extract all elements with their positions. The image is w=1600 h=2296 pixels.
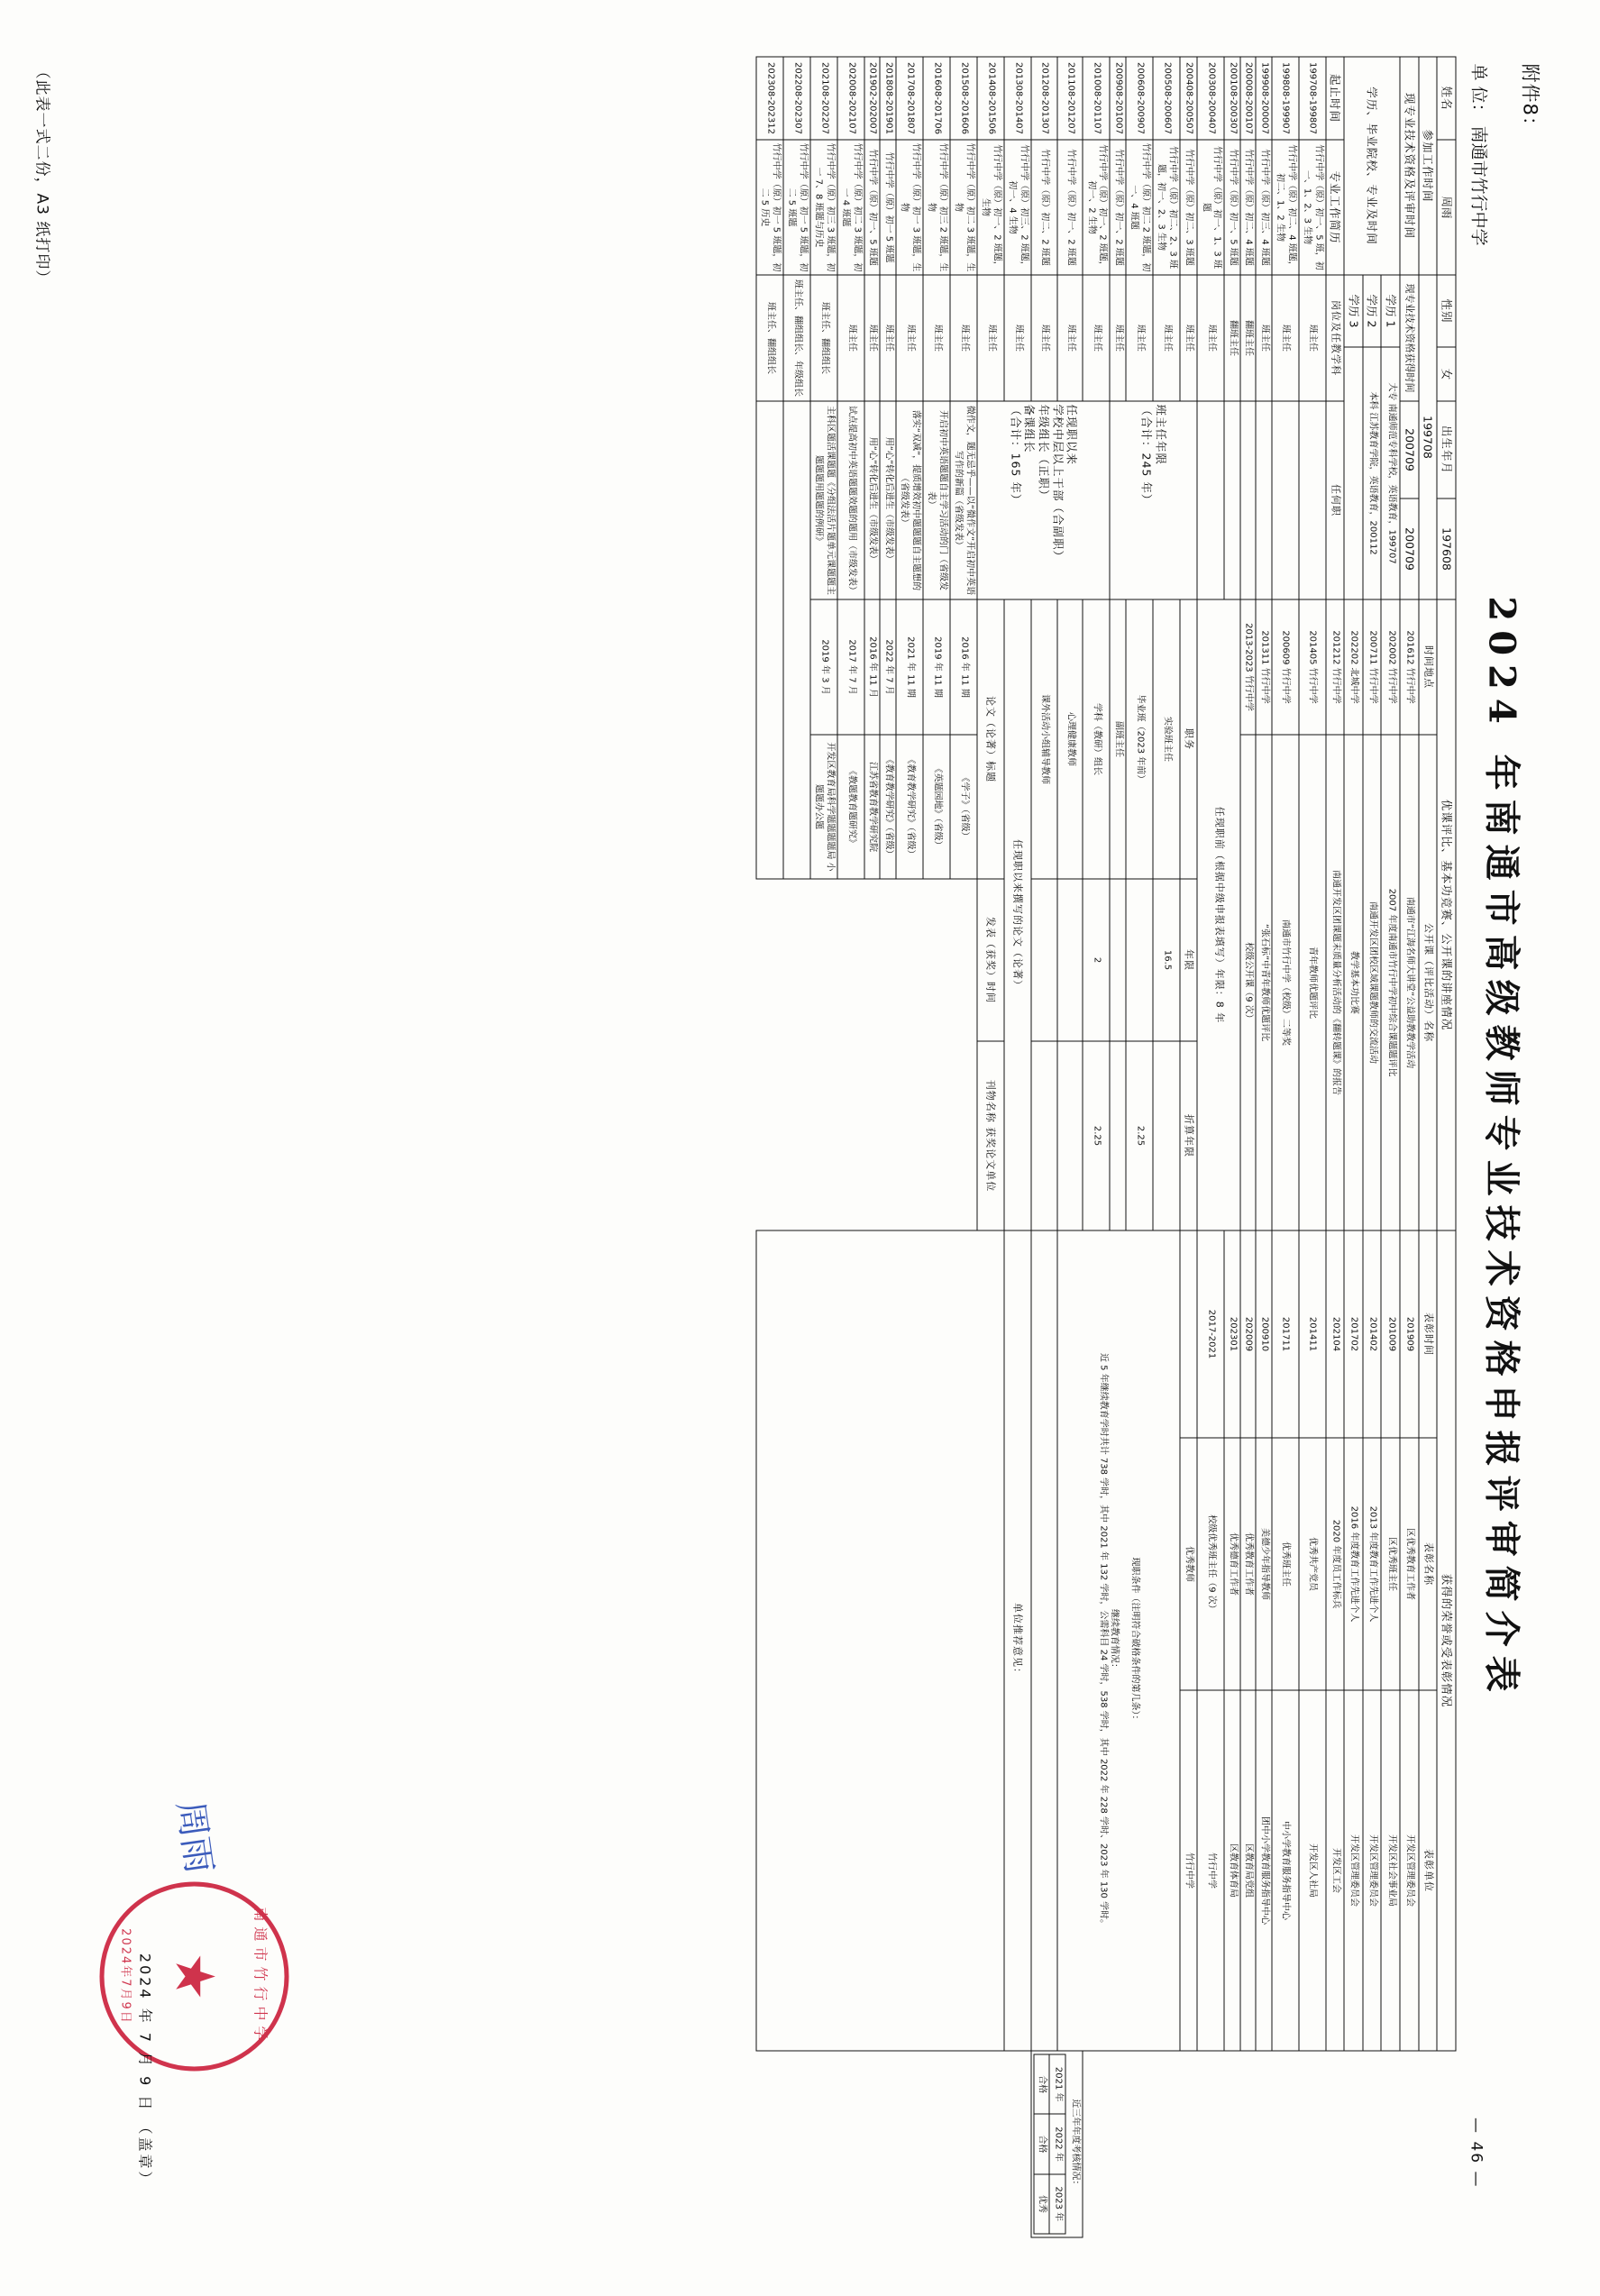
resume-1-extra — [1271, 401, 1298, 599]
resume-7-period: 200508-200607 — [1152, 57, 1179, 140]
award-row-0-name: 区优秀教育工作者 — [1400, 1438, 1419, 1690]
table-row — [1298, 57, 1325, 2237]
now-sub2: 年级组长（正职） — [1036, 404, 1050, 502]
now-total: （合计：165 年） — [1008, 404, 1022, 506]
paper-3-journal: 《教育教学研究》（省级） — [880, 735, 896, 879]
resume-22-period: 202208-202307 — [782, 57, 809, 140]
award-row-8-unit: 区教育局党组 — [1239, 1690, 1256, 2051]
annual-review-label: 近三年年度考核情况： — [1070, 2099, 1081, 2190]
award-row-1-name: 区优秀班主任 — [1381, 1438, 1400, 1690]
label-papers-section: 任现职以来撰写的论文（论著） — [1003, 599, 1030, 1230]
public-row-0-name: 南通市“江海名师大讲堂”公益助教教学活动 — [1400, 735, 1419, 1230]
resume-14-duty: 班主任 — [976, 275, 1003, 401]
resume-13-duty: 班主任 — [1003, 275, 1030, 401]
annual-year-0: 2021 年 — [1049, 2054, 1065, 2114]
resume-3-extra — [1239, 401, 1256, 599]
public-row-2-time: 200711 竹行中学 — [1362, 599, 1381, 735]
award-row-7-name: 美德少年指导教师 — [1256, 1438, 1272, 1690]
paper-0-title: 微作文，题无忌乎——以“微作文”开启初中英语写作的新篇（省级发表） — [949, 401, 976, 599]
annual-result-1: 合格 — [1033, 2114, 1049, 2173]
label-unit-recommendation: 单位推荐意见： — [1003, 1230, 1030, 2051]
award-row-1-unit: 开发区社会事业局 — [1381, 1690, 1400, 2051]
paper-1-journal: 《英题园地》（省级） — [922, 735, 949, 879]
value-current-major-date1: 200709 — [1400, 401, 1419, 499]
public-row-6-name: 南通市竹行中学（校级）二等奖 — [1271, 735, 1298, 1230]
table-row-basic-2 — [1418, 57, 1437, 2237]
public-row-2-name: 南通开发区团校区域课题教师的交流活动 — [1362, 735, 1381, 1230]
resume-19-post: 竹行中学（原）初一、5 班题 — [864, 140, 880, 275]
table-row — [1152, 57, 1179, 2237]
resume-4-period: 200108-200307 — [1224, 57, 1240, 140]
resume-11-post: 竹行中学（原）初一、2 班题 — [1056, 140, 1083, 275]
paper-3-time: 2022 年 7 月 — [880, 599, 896, 735]
annual-review-table — [1033, 2054, 1065, 2234]
resume-5-post: 竹行中学（原）初一、1、3 班题 — [1197, 140, 1224, 275]
resume-18-post: 竹行中学（原）初一 5 班题 — [880, 140, 896, 275]
label-work-start: 参加工作时间 — [1418, 57, 1437, 275]
teaching-now-0-post: 副班主任 — [1110, 599, 1126, 879]
award-row-9-time: 202301 — [1224, 1230, 1240, 1438]
resume-12-duty: 班主任 — [1030, 275, 1056, 401]
header-award-name: 表彰名称 — [1418, 1438, 1437, 1690]
teaching-before-1-post: 毕业班（2023 年前） — [1125, 599, 1152, 879]
paper-blank-2 — [755, 401, 782, 879]
header-award-time: 表彰时间 — [1418, 1230, 1437, 1438]
public-row-0-time: 201612 竹行中学 — [1400, 599, 1419, 735]
resume-16-duty: 班主任 — [922, 275, 949, 401]
resume-6-duty: 班主任 — [1179, 275, 1196, 401]
resume-7-duty: 班主任 — [1152, 275, 1179, 401]
resume-11-duty: 班主任 — [1056, 275, 1083, 401]
paper-3-title: 用“心”转化后进生（市级发表） — [880, 401, 896, 599]
award-row-6-name: 优秀班主任 — [1271, 1438, 1298, 1690]
award-row-2-time: 201402 — [1362, 1230, 1381, 1438]
resume-5-extra — [1197, 401, 1224, 599]
resume-2-post: 竹行中学（原）初三、4 班题 — [1256, 140, 1272, 275]
award-row-0-unit: 开发区管理委员会 — [1400, 1690, 1419, 2051]
resume-5-duty: 班主任 — [1197, 275, 1224, 401]
header-paper-journal: 刊物名称 获奖论文单位 — [976, 1041, 1003, 1230]
resume-9-post: 竹行中学（原）初一、2 班题 — [1110, 140, 1126, 275]
table-row — [1003, 57, 1030, 2237]
paper-6-title: 主科区题活课题题《分组法活片题单元课题题主题题题用题题的例研》 — [809, 401, 837, 599]
now-label: 任现职以来 — [1065, 404, 1079, 465]
resume-10-post: 竹行中学（原）初一、2 班题，初一、2 生物 — [1083, 140, 1110, 275]
award-row-7-time: 200910 — [1256, 1230, 1272, 1438]
header-teaching-post: 职务 — [1179, 599, 1196, 879]
resume-20-duty: 班主任 — [837, 275, 864, 401]
table-row-edu-2 — [1362, 57, 1381, 2237]
label-education: 学历、毕业院校、专业及时间 — [1344, 57, 1400, 275]
teaching-before-1-conv: 2.25 — [1125, 1041, 1152, 1230]
header-public-time-place: 时间地点 — [1418, 599, 1437, 735]
resume-4-post: 竹行中学（原）初一、5 班题 — [1224, 140, 1240, 275]
resume-14-post: 竹行中学（原）初一、2 班题，生物 — [976, 140, 1003, 275]
paper-4-title: 用“心”转化后进生（市级发表） — [864, 401, 880, 599]
resume-19-period: 201902-202007 — [864, 57, 880, 140]
official-seal — [99, 1881, 288, 2071]
label-birth: 出生年月 — [1437, 401, 1456, 499]
table-row-edu-3 — [1344, 57, 1363, 2237]
table-row — [1224, 57, 1240, 2237]
label-name: 姓名 — [1437, 57, 1456, 140]
public-row-7-name: “张石标”中青年教师优题评比 — [1256, 735, 1272, 1230]
resume-19-duty: 班主任 — [864, 275, 880, 401]
teaching-now-3-years — [1030, 879, 1056, 1041]
class-teacher-label: 班主任年限 — [1153, 404, 1167, 465]
award-row-10-unit: 竹行中学 — [1197, 1690, 1224, 2051]
annual-result-0: 合格 — [1033, 2054, 1049, 2114]
resume-13-post: 竹行中学（原）初三、2 班题，初一、4 生物 — [1003, 140, 1030, 275]
public-row-7-time: 201311 竹行中学 — [1256, 599, 1272, 735]
award-row-10-time: 2017-2021 — [1197, 1230, 1224, 1438]
public-row-1-time: 202002 竹行中学 — [1381, 599, 1400, 735]
label-public-class-section: 优课评比、基本功竞赛、公开课的讲座情况 — [1437, 599, 1456, 1230]
annual-result-2: 优秀 — [1033, 2173, 1049, 2233]
signature: 周雨 — [168, 1797, 220, 1876]
award-row-11-unit: 竹行中学 — [1179, 1690, 1196, 2051]
now-sub1: 学校中层以上干部（合副职） — [1050, 404, 1065, 563]
table-row — [1256, 57, 1272, 2237]
resume-10-duty: 班主任 — [1083, 275, 1110, 401]
value-gender: 女 — [1437, 347, 1456, 401]
award-row-9-unit: 区教育体育局 — [1224, 1690, 1240, 2051]
stamp-date: 2024 年 7 月 9 日 （盖章） — [136, 1953, 153, 2188]
award-row-11-name: 优秀教师 — [1179, 1438, 1196, 1690]
label-current-major: 现专业技术资格及评审时间 — [1400, 57, 1419, 275]
annual-review-years-row — [1049, 2054, 1065, 2234]
public-row-4-name: 南通开发区团课题末质量分析活动的《翻转题课》的报告 — [1325, 735, 1344, 1230]
resume-12-post: 竹行中学（原）初二、2 班题 — [1030, 140, 1056, 275]
award-row-3-name: 2016 年度教育工作先进个人 — [1344, 1438, 1363, 1690]
resume-17-duty: 班主任 — [895, 275, 922, 401]
award-row-10-name: 校级优秀班主任（9 次） — [1197, 1438, 1224, 1690]
resume-1-duty: 班主任 — [1271, 275, 1298, 401]
resume-0-post: 竹行中学（原）初一、5 班，初一、1、2、3 生物 — [1298, 140, 1325, 275]
header-resume-title: 专业工作简历 — [1325, 140, 1344, 275]
resume-8-duty: 班主任 — [1125, 275, 1152, 401]
paper-6-time: 2019 年 3 月 — [809, 599, 837, 735]
resume-14-period: 201408-201506 — [976, 57, 1003, 140]
resume-15-post: 竹行中学（原）初二 3 班题，生物 — [949, 140, 976, 275]
resume-8-post: 竹行中学（原）初二 2 班题，初一、4 班题 — [1125, 140, 1152, 275]
resume-15-duty: 班主任 — [949, 275, 976, 401]
teaching-before-0-conv — [1152, 1041, 1179, 1230]
resume-7-post: 竹行中学（原）初二、2、3 班题，初一、2、3 生物 — [1152, 140, 1179, 275]
edu-1-value: 大专 南通师范专科学校，英语教育，199707 — [1381, 347, 1400, 599]
public-row-8-time: 2013-2023 竹行中学 — [1239, 599, 1256, 735]
continuing-edu-title: 继续教育情况： — [1109, 1608, 1120, 1672]
award-row-2-unit: 开发区管理委员会 — [1362, 1690, 1381, 2051]
value-work-start: 199708 — [1418, 275, 1437, 599]
paper-1-time: 2019 年 11 期 — [922, 599, 949, 735]
resume-1-post: 竹行中学（原）初二、4 班题，初二、1、2 生物 — [1271, 140, 1298, 275]
award-row-3-time: 201702 — [1344, 1230, 1363, 1438]
public-row-5-time: 201405 竹行中学 — [1298, 599, 1325, 735]
now-sub3: 备课组长 — [1022, 404, 1037, 453]
resume-11-period: 201108-201207 — [1056, 57, 1083, 140]
unit-value: 南通市竹行中学 — [1468, 125, 1488, 246]
award-row-6-unit: 中小学教育服务指导中心 — [1271, 1690, 1298, 2051]
resume-13-period: 201308-201407 — [1003, 57, 1030, 140]
resume-18-period: 201808-201901 — [880, 57, 896, 140]
resume-18-duty: 班主任 — [880, 275, 896, 401]
resume-23-post: 竹行中学（原）初一 5 班题，初二 5 历史 — [755, 140, 782, 275]
paper-5-time: 2017 年 7 月 — [837, 599, 864, 735]
resume-10-period: 201008-201107 — [1083, 57, 1110, 140]
resume-17-post: 竹行中学（原）初一 3 班题，生物 — [895, 140, 922, 275]
edu-3-key: 学历 3 — [1344, 275, 1363, 347]
edu-1-key: 学历 1 — [1381, 275, 1400, 347]
label-now-in-post — [976, 401, 1110, 599]
seal-top-text: 南通市竹行中学 — [251, 1906, 269, 2045]
value-birth: 197608 — [1437, 499, 1456, 599]
resume-16-period: 201608-201706 — [922, 57, 949, 140]
header-teaching-converted: 折算年限 — [1179, 1041, 1196, 1230]
award-row-8-name: 优秀教育工作者 — [1239, 1438, 1256, 1690]
resume-0-extra — [1298, 401, 1325, 599]
resume-21-period: 202108-202207 — [809, 57, 837, 140]
table-row — [1030, 57, 1056, 2237]
seal-star-icon: ★ — [162, 1952, 225, 2000]
paper-5-journal: 《教题教育题研究》 — [837, 735, 864, 879]
resume-21-duty: 班主任、翻组组长 — [809, 275, 837, 401]
resume-20-post: 竹行中学（原）初二 3 班题，初一 4 班题 — [837, 140, 864, 275]
award-row-11-time — [1179, 1230, 1196, 1438]
paper-6-journal: 开发区教育局科学题题题题局 小题题办公题 — [809, 735, 837, 879]
label-teaching-before: 任现职前（根据中级申报表填写）年限：8 年 — [1197, 599, 1240, 1230]
resume-22-duty: 班主任、翻组组长、年级组长 — [782, 275, 809, 401]
table-row-basic-3 — [1400, 57, 1419, 2237]
edu-2-value: 本科 江苏教育学院，英语教育，200112 — [1362, 347, 1381, 599]
resume-22-post: 竹行中学（原）初一 5 班题，初二 5 班题 — [782, 140, 809, 275]
unit-line — [1467, 63, 1492, 245]
resume-16-post: 竹行中学（原）初三 2 班题，生物 — [922, 140, 949, 275]
header-resume-period: 起止时间 — [1325, 57, 1344, 140]
award-row-5-name: 优秀共产党员 — [1298, 1438, 1325, 1690]
value-name: 周雨 — [1437, 140, 1456, 275]
teaching-now-1-conv: 2.25 — [1083, 1041, 1110, 1230]
paper-4-journal: 江苏省教育教学研究院 — [864, 735, 880, 879]
award-row-1-time: 201009 — [1381, 1230, 1400, 1438]
qualification-label: 现职条件（注明符合破格条件的第几条）： — [1129, 1557, 1139, 1724]
public-row-4-time: 201212 竹行中学 — [1325, 599, 1344, 735]
label-class-teacher-years — [1110, 401, 1197, 599]
paper-0-time: 2016 年 11 期 — [949, 599, 976, 735]
header-paper-time: 发表（获奖）时间 — [976, 879, 1003, 1041]
recommendation-blank — [755, 1230, 1003, 2051]
teaching-now-0-conv — [1110, 1041, 1126, 1230]
paper-2-journal: 《教育教学研究》（省级） — [895, 735, 922, 879]
resume-9-period: 200908-201007 — [1110, 57, 1126, 140]
teaching-now-3-conv — [1030, 1041, 1056, 1230]
resume-4-duty: 翻班主任 — [1224, 275, 1240, 401]
resume-9-duty: 班主任 — [1110, 275, 1126, 401]
resume-2-duty: 班主任 — [1256, 275, 1272, 401]
resume-5-period: 200308-200407 — [1197, 57, 1224, 140]
footnote: （此表一式二份，A3 纸打印） — [32, 63, 50, 286]
table-row — [1271, 57, 1298, 2237]
teaching-before-1-years — [1125, 879, 1152, 1041]
award-row-9-name: 优秀德育工作者 — [1224, 1438, 1240, 1690]
edu-3-value — [1344, 347, 1363, 599]
annual-review-block — [1030, 2051, 1083, 2237]
public-row-6-time: 200609 竹行中学 — [1271, 599, 1298, 735]
teaching-before-0-post: 实验班主任 — [1152, 599, 1179, 879]
award-row-5-unit: 开发区人社局 — [1298, 1690, 1325, 2051]
resume-4-extra — [1224, 401, 1240, 599]
award-row-2-name: 2013 年度教育工作先进个人 — [1362, 1438, 1381, 1690]
teaching-now-3-post: 课外活动小组辅导教师 — [1030, 599, 1056, 879]
award-row-7-unit: 团中小学教育服务指导中心 — [1256, 1690, 1272, 2051]
qualification-block — [1056, 1230, 1179, 2051]
table-row-edu-1 — [1381, 57, 1400, 2237]
paper-2-title: 落实“双减”，提质增效初中题题题自主题想的（省级发表） — [895, 401, 922, 599]
award-row-4-time: 202104 — [1325, 1230, 1344, 1438]
resume-23-duty: 班主任、翻组组长 — [755, 275, 782, 401]
award-row-0-time: 201909 — [1400, 1230, 1419, 1438]
header-public-name: 公开课（评比活动）名称 — [1418, 735, 1437, 1230]
teaching-now-2-post: 心理健康教师 — [1056, 599, 1083, 879]
award-row-5-time: 201411 — [1298, 1230, 1325, 1438]
paper-4-time: 2016 年 11 月 — [864, 599, 880, 735]
edu-2-key: 学历 2 — [1362, 275, 1381, 347]
paper-2-time: 2021 年 11 期 — [895, 599, 922, 735]
public-row-1-name: 2007 年度南通市竹行中学初中综合课题题评比 — [1381, 735, 1400, 1230]
resume-17-period: 201708-201807 — [895, 57, 922, 140]
teaching-now-1-post: 学科（教研）组长 — [1083, 599, 1110, 879]
resume-6-period: 200408-200507 — [1179, 57, 1196, 140]
award-row-6-time: 201711 — [1271, 1230, 1298, 1438]
annual-review-results-row — [1033, 2054, 1049, 2234]
table-row — [1239, 57, 1256, 2237]
table-row — [976, 57, 1003, 2237]
value-current-major-date2: 200709 — [1400, 499, 1419, 599]
label-awards-section: 获得的荣誉或受表彰情况 — [1437, 1230, 1456, 2051]
class-teacher-total: （合计：245 年） — [1139, 404, 1154, 506]
resume-6-post: 竹行中学（原）初二、3 班题 — [1179, 140, 1196, 275]
header-teaching-years: 年限 — [1179, 879, 1196, 1041]
page-number: — 46 — — [1467, 2117, 1485, 2188]
resume-12-period: 201208-201307 — [1030, 57, 1056, 140]
award-row-4-name: 2020 年度员工作标兵 — [1325, 1438, 1344, 1690]
header-paper-title: 论文（论著）标题 — [976, 599, 1003, 879]
paper-5-title: 试点提高初中英语题题效题的题用（市级发表） — [837, 401, 864, 599]
resume-2-period: 199908-200007 — [1256, 57, 1272, 140]
teaching-before-0-years: 16.5 — [1152, 879, 1179, 1041]
award-row-3-unit: 开发区管理委员会 — [1344, 1690, 1363, 2051]
table-row — [1179, 57, 1196, 2237]
table-row-resume-header — [1325, 57, 1344, 2237]
header-resume-duty: 任何职 — [1325, 401, 1344, 599]
main-table — [755, 56, 1456, 2237]
resume-23-period: 202308-202312 — [755, 57, 782, 140]
award-row-8-time: 202009 — [1239, 1230, 1256, 1438]
paper-1-title: 开启初中英语题题自主学习活动的门（省级发表） — [922, 401, 949, 599]
public-row-5-name: 青年教师优题评比 — [1298, 735, 1325, 1230]
resume-8-period: 200608-200907 — [1125, 57, 1152, 140]
resume-2-extra — [1256, 401, 1272, 599]
annual-year-2: 2023 年 — [1049, 2173, 1065, 2233]
award-row-4-unit: 开发区工会 — [1325, 1690, 1344, 2051]
unit-label: 单 位： — [1468, 63, 1488, 121]
resume-20-period: 202008-202107 — [837, 57, 864, 140]
teaching-now-2-years — [1056, 879, 1083, 1041]
table-row-basic-1 — [1437, 57, 1456, 2237]
continuing-edu-text: 近 5 年继续教育学时共计 738 学时，其中 2021 年 132 学时，公需科目 24 学时，538 学时，其中 2022 年 228 学时、2023 年 130 学时。 — [1097, 1352, 1108, 1928]
header-award-unit: 表彰单位 — [1418, 1690, 1437, 2051]
header-resume-post: 岗位及任教学科 — [1325, 275, 1344, 401]
teaching-now-1-years: 2 — [1083, 879, 1110, 1041]
label-gender: 性别 — [1437, 275, 1456, 347]
teaching-now-0-years — [1110, 879, 1126, 1041]
annual-year-1: 2022 年 — [1049, 2114, 1065, 2173]
resume-3-period: 200008-200107 — [1239, 57, 1256, 140]
resume-0-duty: 班主任 — [1298, 275, 1325, 401]
page-title: 2024 年南通市高级教师专业技术资格申报评审简介表 — [1480, 595, 1522, 1701]
resume-3-post: 竹行中学（原）初二、4 班题 — [1239, 140, 1256, 275]
resume-3-duty: 翻班主任 — [1239, 275, 1256, 401]
resume-0-period: 199708-199807 — [1298, 57, 1325, 140]
public-row-3-name: 教学基本功比赛 — [1344, 735, 1363, 1230]
resume-1-period: 199808-199907 — [1271, 57, 1298, 140]
public-row-8-name: 校级公开课（9 次） — [1239, 735, 1256, 1230]
resume-21-post: 竹行中学（原）初三 3 班题，初一 7、8 班题与历史 — [809, 140, 837, 275]
seal-bottom-text: 2024年7月9日 — [118, 1927, 132, 2025]
public-row-3-time: 202202 北城中学 — [1344, 599, 1363, 735]
attachment-label: 附件8： — [1519, 63, 1541, 136]
value-current-major: 现专业技术资格获得时间 — [1400, 275, 1419, 401]
teaching-now-2-conv — [1056, 1041, 1083, 1230]
paper-blank-1 — [782, 401, 809, 879]
resume-15-period: 201508-201606 — [949, 57, 976, 140]
paper-0-journal: 《学子》（省级） — [949, 735, 976, 879]
